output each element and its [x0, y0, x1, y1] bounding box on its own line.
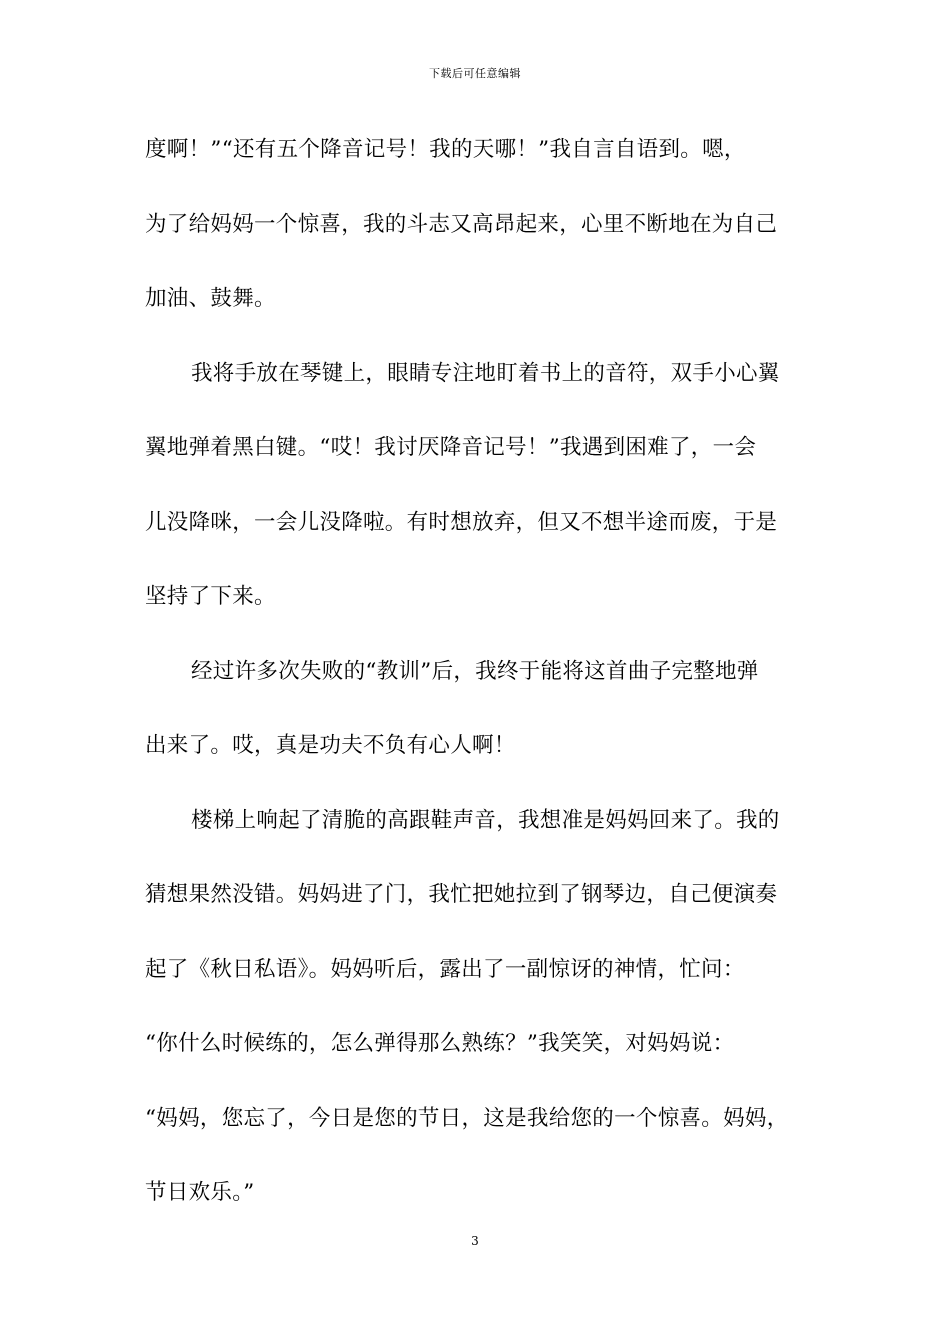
- text-line: “你什么时候练的，怎么弹得那么熟练？”我笑笑，对妈妈说：: [145, 1031, 735, 1056]
- text-line: 儿没降咪，一会儿没降啦。有时想放弃，但又不想半途而废，于是: [145, 509, 778, 535]
- text-line: 猜想果然没错。妈妈进了门，我忙把她拉到了钢琴边，自己便演奏: [145, 882, 778, 907]
- text-line: “妈妈，您忘了，今日是您的节日，这是我给您的一个惊喜。妈妈，: [145, 1105, 789, 1131]
- text-line: 翼地弹着黑白键。“哎！我讨厌降音记号！”我遇到困难了，一会: [145, 435, 757, 460]
- page-header: 下载后可任意编辑: [429, 67, 521, 80]
- paragraph-start-line: 经过许多次失败的“教训”后，我终于能将这首曲子完整地弹: [191, 658, 759, 684]
- body-text: [145, 128, 817, 1246]
- text-line: 加油、鼓舞。: [145, 286, 276, 311]
- text-line: 坚持了下来。: [145, 584, 276, 609]
- text-line: 出来了。哎，真是功夫不负有心人啊！: [145, 733, 516, 758]
- paragraph-start-line: 楼梯上响起了清脆的高跟鞋声音，我想准是妈妈回来了。我的: [191, 807, 780, 833]
- page-number: 3: [471, 1234, 479, 1248]
- text-line: 起了《秋日私语》。妈妈听后，露出了一副惊讶的神情，忙问：: [145, 956, 745, 982]
- text-line: 为了给妈妈一个惊喜，我的斗志又高昂起来，心里不断地在为自己: [145, 211, 778, 237]
- paragraph-start-line: 我将手放在琴键上，眼睛专注地盯着书上的音符，双手小心翼: [191, 360, 780, 386]
- text-line: 节日欢乐。”: [145, 1180, 255, 1205]
- text-line: 度啊！”“还有五个降音记号！我的天哪！”我自言自语到。嗯，: [145, 137, 746, 162]
